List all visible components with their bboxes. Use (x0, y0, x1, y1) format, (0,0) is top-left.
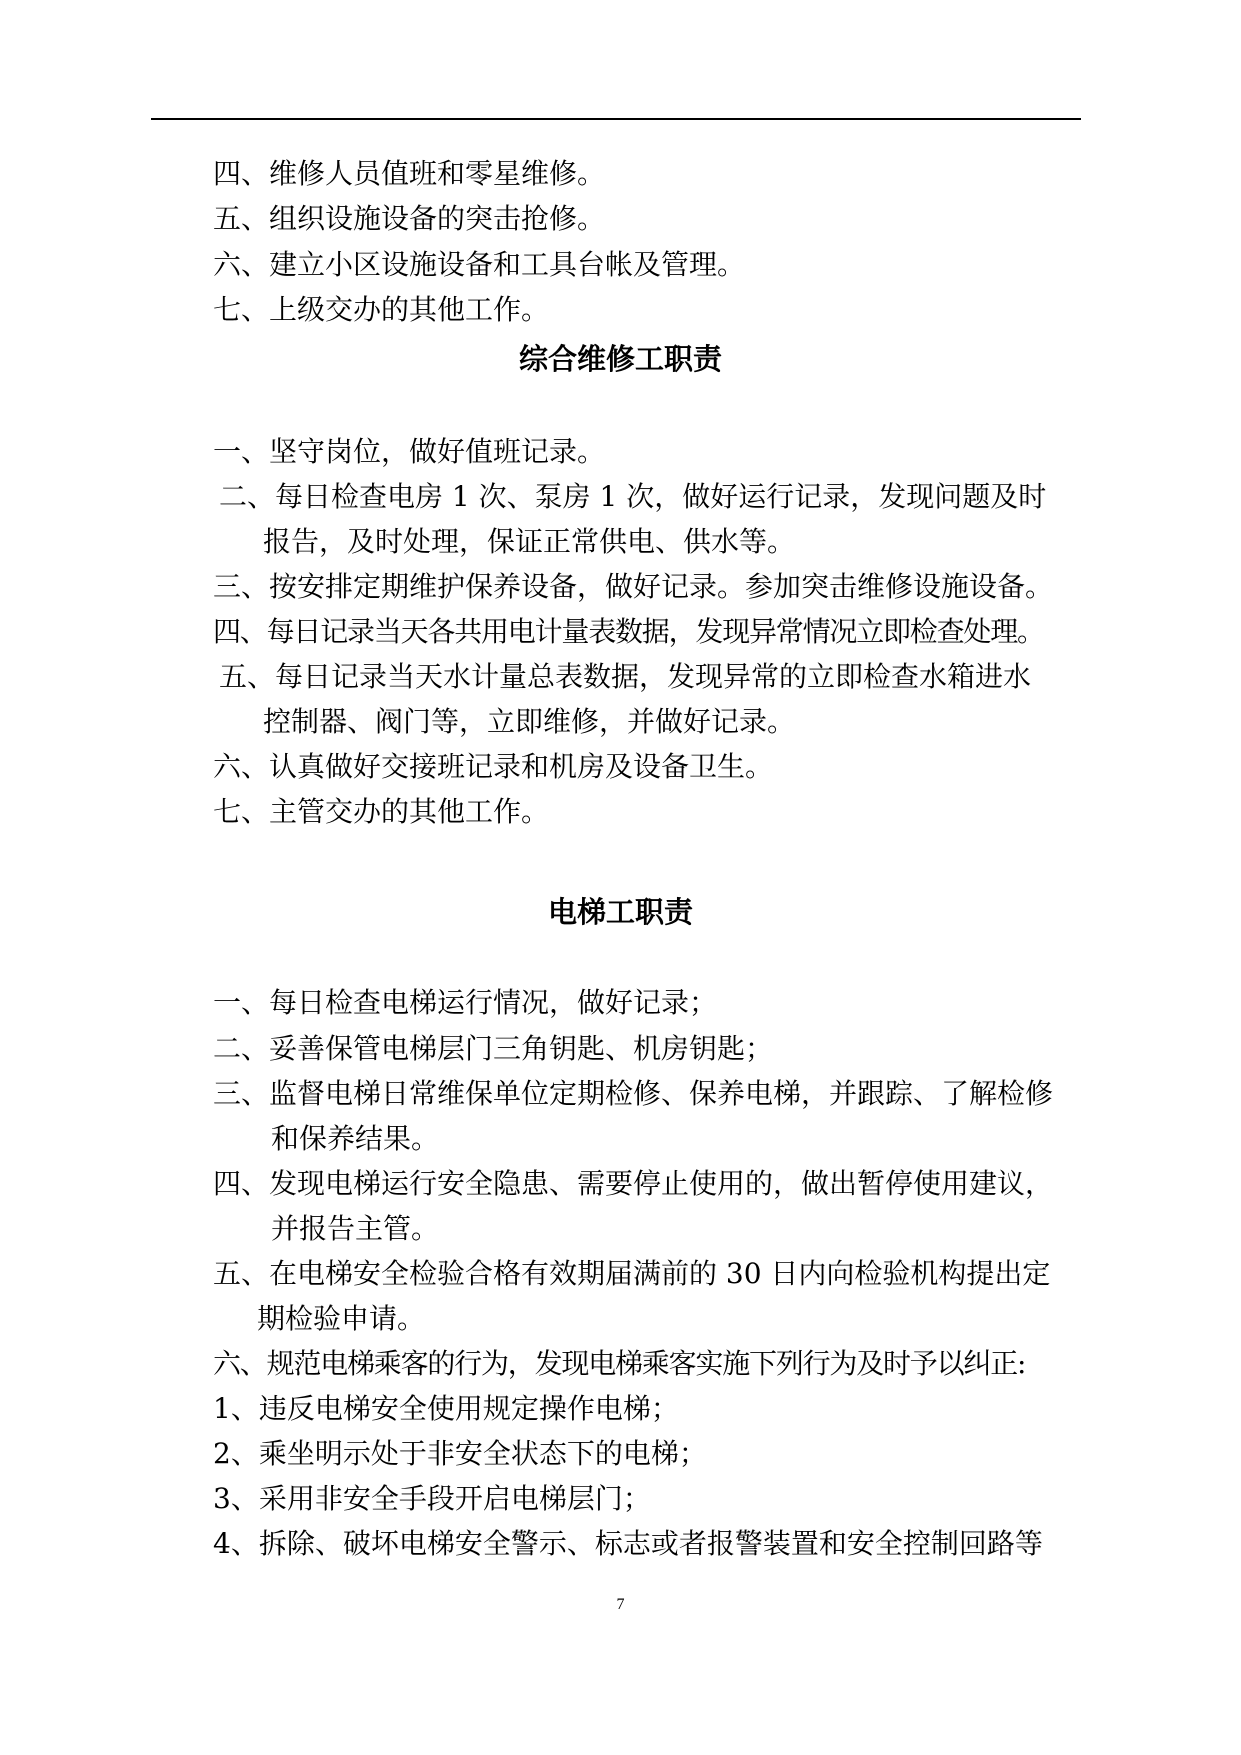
list-item: 4、拆除、破坏电梯安全警示、标志或者报警装置和安全控制回路等 (213, 1527, 1043, 1560)
list-item: 四、每日记录当天各共用电计量表数据，发现异常情况立即检查处理。 (213, 615, 1044, 648)
list-item: 五、在电梯安全检验合格有效期届满前的 30 日内向检验机构提出定 (213, 1257, 1051, 1290)
list-item: 七、主管交办的其他工作。 (213, 795, 550, 828)
list-item: 一、每日检查电梯运行情况，做好记录； (213, 986, 718, 1019)
list-item: 1、违反电梯安全使用规定操作电梯； (213, 1392, 679, 1425)
list-item: 六、规范电梯乘客的行为，发现电梯乘客实施下列行为及时予以纠正: (213, 1347, 1026, 1380)
list-item: 2、乘坐明示处于非安全状态下的电梯； (213, 1437, 707, 1470)
page-number: 7 (616, 1596, 625, 1613)
list-item: 四、维修人员值班和零星维修。 (213, 157, 606, 190)
list-item: 五、每日记录当天水计量总表数据，发现异常的立即检查水箱进水 (219, 660, 1032, 693)
list-item-continuation: 期检验申请。 (257, 1302, 426, 1335)
list-item: 六、认真做好交接班记录和机房及设备卫生。 (213, 750, 774, 783)
section-title: 综合维修工职责 (518, 342, 722, 376)
list-item: 二、妥善保管电梯层门三角钥匙、机房钥匙； (213, 1032, 774, 1065)
list-item: 六、建立小区设施设备和工具台帐及管理。 (213, 248, 746, 281)
list-item-continuation: 报告，及时处理，保证正常供电、供水等。 (263, 525, 796, 558)
list-item: 三、监督电梯日常维保单位定期检修、保养电梯，并跟踪、了解检修 (213, 1077, 1054, 1110)
list-item: 四、发现电梯运行安全隐患、需要停止使用的，做出暂停使用建议， (213, 1167, 1054, 1200)
list-item: 3、采用非安全手段开启电梯层门； (213, 1482, 651, 1515)
list-item: 一、坚守岗位，做好值班记录。 (213, 435, 606, 468)
header-rule (151, 118, 1081, 120)
list-item: 二、每日检查电房 1 次、泵房 1 次，做好运行记录，发现问题及时 (219, 480, 1047, 513)
section-title: 电梯工职责 (547, 895, 693, 929)
list-item-continuation: 并报告主管。 (271, 1212, 440, 1245)
list-item-continuation: 和保养结果。 (271, 1122, 440, 1155)
list-item: 三、按安排定期维护保养设备，做好记录。参加突击维修设施设备。 (213, 570, 1054, 603)
list-item: 五、组织设施设备的突击抢修。 (213, 202, 606, 235)
list-item-continuation: 控制器、阀门等，立即维修，并做好记录。 (263, 705, 796, 738)
list-item: 七、上级交办的其他工作。 (213, 293, 550, 326)
